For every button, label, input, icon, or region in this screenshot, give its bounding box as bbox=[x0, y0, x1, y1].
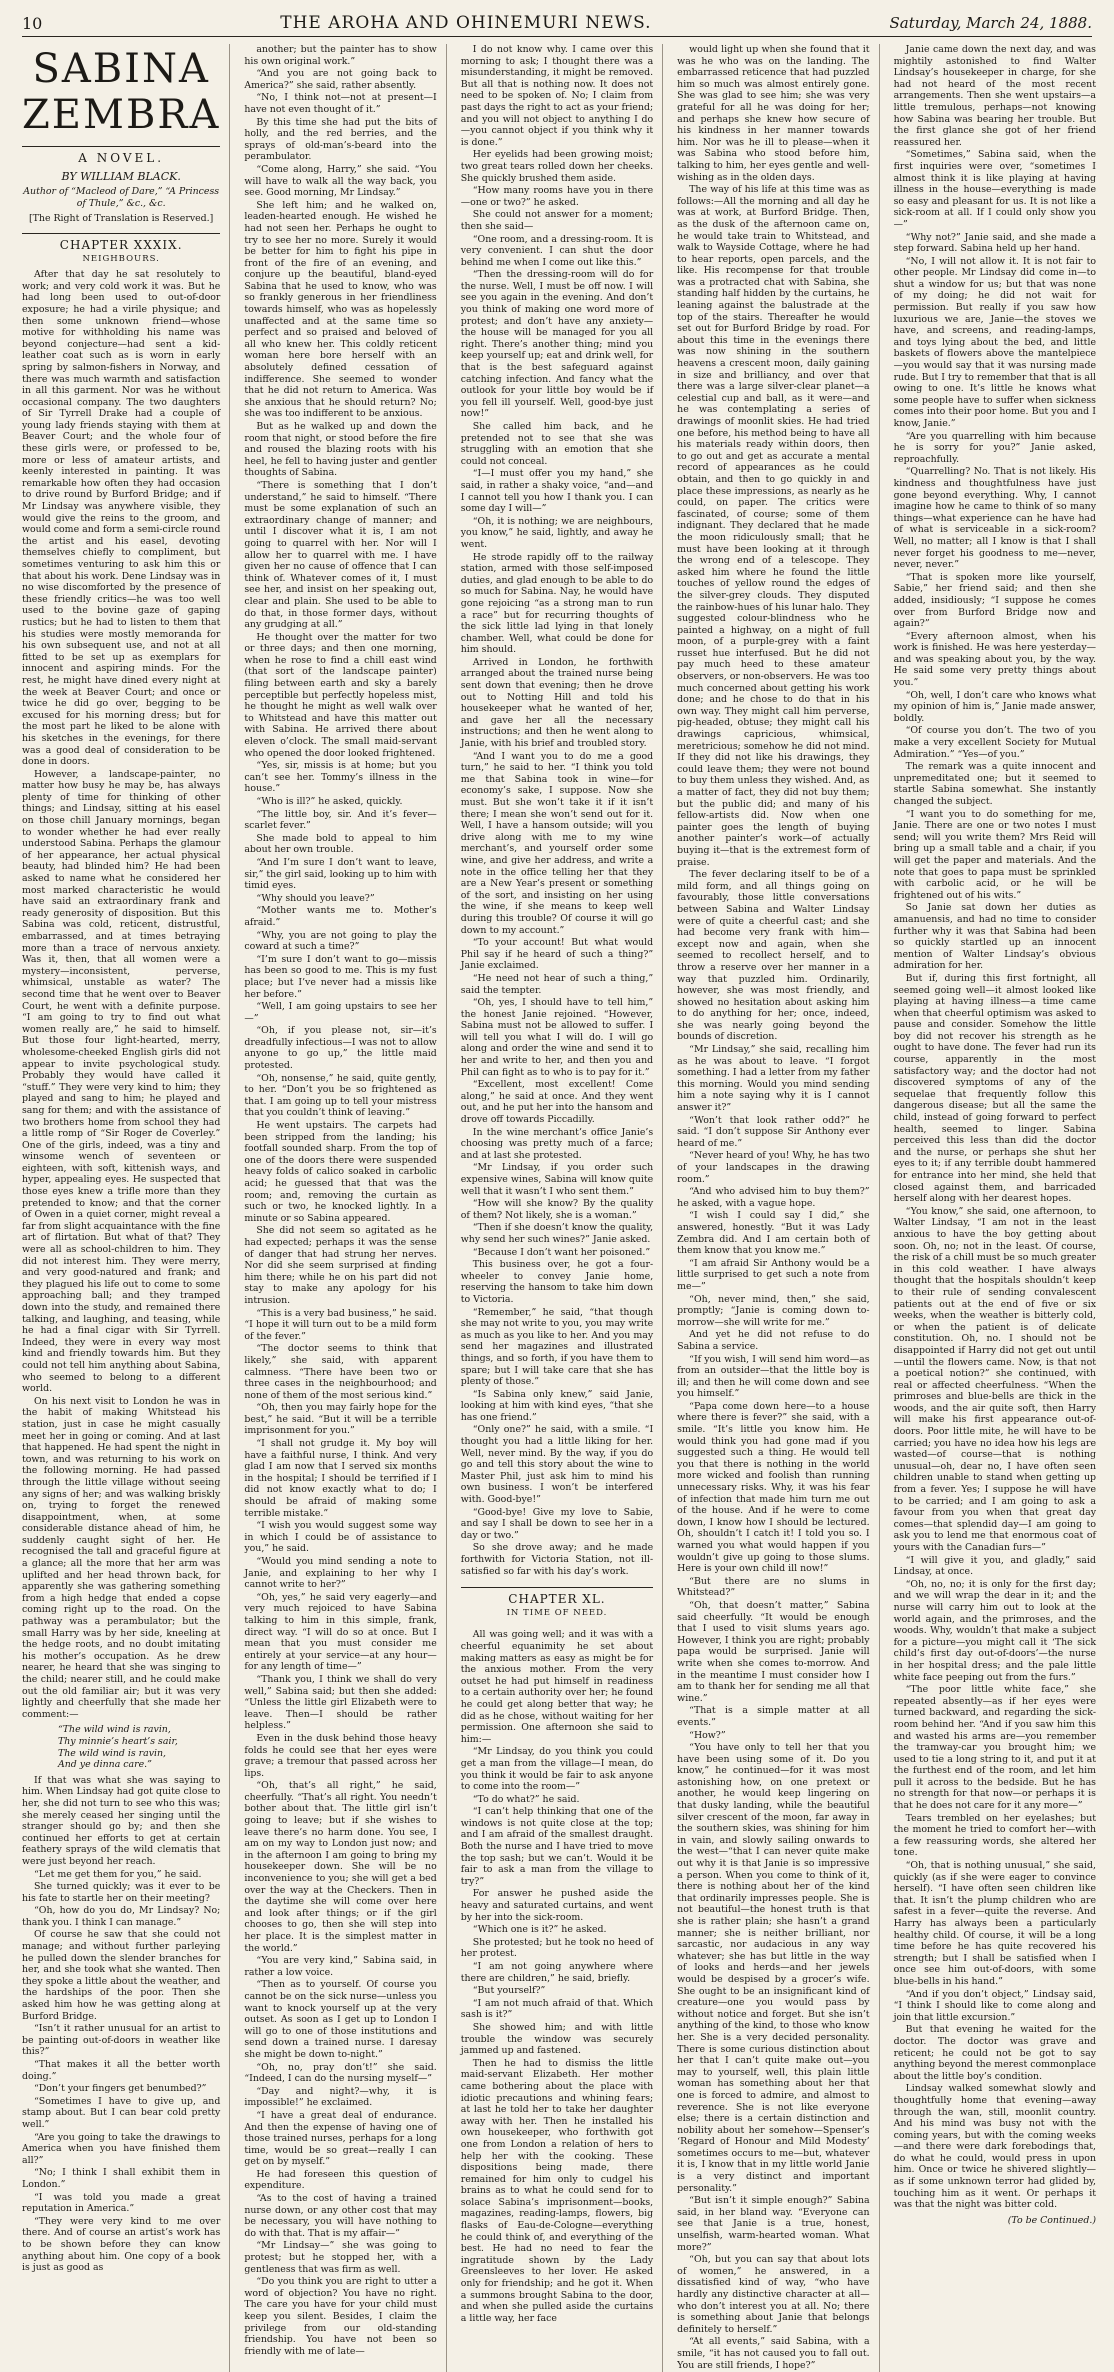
paragraph: “That is spoken more like yourself, Sabie,” her friend said; and then she added, insidiously; “I suppose he comes over from Burford Bridge now and again?” bbox=[893, 571, 1096, 630]
paragraph: “Mr Lindsay, do you think you could get a man from the village—I mean, do you think it would be fair to ask anyone to come into the room—” bbox=[460, 1746, 654, 1793]
column-3 bbox=[461, 44, 663, 2372]
paragraph: She called him back, and he pretended not to see that she was struggling with an emotion that she could not conceal. bbox=[460, 421, 654, 467]
paragraph: The remark was a quite innocent and unpremeditated one; but it seemed to startle Sabina somewhat. She instantly changed the subject. bbox=[893, 761, 1096, 807]
paragraph: So Janie sat down her duties as amanuensis, and had no time to consider further why it was that Sabina had been so quickly startled up an innocent mention of Walter Lindsay’s obvious admiration for her. bbox=[893, 902, 1096, 972]
paragraph: “No; I think I shall exhibit them in London.” bbox=[22, 2167, 221, 2190]
column-3-text-lower bbox=[461, 1629, 653, 2324]
column-1 bbox=[22, 44, 230, 2372]
author-note: Author of “Macleod of Dare,” “A Princess of Thule,” &c., &c. bbox=[23, 186, 220, 209]
paragraph: “Which one is it?” he asked. bbox=[472, 1924, 607, 1936]
paragraph: “If you wish, I will send him word—as from an outsider—that the little boy is ill; and then he will come down and see you himself.” bbox=[677, 1353, 870, 1400]
column-5 bbox=[894, 44, 1096, 2372]
paragraph: “Would you mind sending a note to Janie, and explaining to her why I cannot write to her?” bbox=[244, 1556, 437, 1591]
paragraph: But if, during this first fortnight, all seemed going well—it almost looked like playing at having illness—a time came when that cheerful optimism was asked to pause and consider. Somehow the little boy did not recover his strength as he ought to have done. The fever had run its course, apparently in the most satisfactory way; and the doctor had not discovered symptoms of any of the sequelae that frequently follow this dangerous disease; but all the same the child, instead of going forward to perfect health, seemed to linger. Sabina perceived this less than did the doctor and the nurse, or perhaps she shut her eyes to it; if any terrible doubt hammered for entrance into her mind, she held that closed against them, and barricaded herself along with her dearest hopes. bbox=[893, 972, 1096, 1205]
paragraph: “I’m sure I don’t want to go—missis has been so good to me. This is my fust place; but I’ve never had a missis like her before.” bbox=[244, 953, 437, 1000]
paragraph: “But yourself?” bbox=[472, 1985, 546, 1997]
paragraph: She left him; and he walked on, leaden-hearted enough. He wished he had not seen her. Perhaps he ought to try to see her no more. Surely it would be better for him to fight his pipe in front of the fire of an evening, and conjure up the beautiful, bland-eyed Sabina that he used to know, who was so frankly generous in her friendliness towards himself, who was as hopelessly unaffected and at the same time so perfect and so praised and beloved of all who knew her. This coldly reticent woman here bore herself with an absolutely defined cessation of indifference. She seemed to wonder that he did not return to America. Was she anxious that he should return? No; she was too indifferent to be anxious. bbox=[244, 199, 437, 420]
paragraph: Even in the dusk behind those heavy folds he could see that her eyes were grave; a tremour that passed across her lips. bbox=[244, 1732, 437, 1779]
paragraph: The fever declaring itself to be of a mild form, and all things going on favourably, those little conversations between Sabina and Walter Lindsay were of quite a cheerful cast; and she had become very frank with him—except now and again, when she seemed to recollect herself, and to throw a reserve over her manner in a way that puzzled him. Ordinarily, however, she was most friendly, and showed no hesitation about asking him to do anything for her; once, indeed, she was nearly going beyond the bounds of discretion. bbox=[677, 869, 870, 1043]
paragraph: “The little boy, sir. And it’s fever—scarlet fever.” bbox=[244, 808, 437, 832]
paragraph: “That is a simple matter at all events.” bbox=[677, 1705, 870, 1728]
verse-line: “The wild wind is ravin, bbox=[58, 1724, 171, 1736]
newspaper-title: THE AROHA AND OHINEMURI NEWS. bbox=[280, 13, 652, 33]
paragraph: “I can’t help thinking that one of the windows is not quite close at the top; and I am afraid of the smallest draught. Both the nurse and I have tried to move the top sash; but we can’t. Would it be fair to ask a man from the village to try?” bbox=[460, 1806, 654, 1887]
page-number: 10 bbox=[22, 13, 43, 33]
paragraph: “Are you going to take the drawings to America when you have finished them all?” bbox=[22, 2131, 221, 2166]
paragraph: “He need not hear of such a thing,” said the tempter. bbox=[460, 972, 654, 996]
paragraph: “Then if she doesn’t know the quality, why send her such wines?” Janie asked. bbox=[460, 1222, 654, 1245]
paragraph: “But isn’t it simple enough?” Sabina said, in her bland way. “Everyone can see that Janie is a true, honest, unselfish, warm-hearted woman. What more?” bbox=[677, 2195, 870, 2253]
paragraph: “Quarrelling? No. That is not likely. His kindness and thoughtfulness have just gone beyond everything. Why, I cannot imagine how he came to think of so many things—what experience can he have had of what is serviceable in a sick-room? Well, no matter; all I know is that I shall never forget his goodness to me—never, never, never.” bbox=[893, 466, 1096, 571]
paragraph: “Oh, then you may fairly hope for the best,” he said. “But it will be a terrible imprisonment for you.” bbox=[244, 1402, 437, 1437]
paragraph: “Every afternoon almost, when his work is finished. He was here yesterday—and was speaking about you, by the way. He said some very pretty things about you.” bbox=[893, 630, 1096, 689]
paragraph: “No, I will not allow it. It is not fair to other people. Mr Lindsay did come in—to shut a window for us; but that was none of my doing; he did not wait for permission. But really if you saw how luxurious we are, Janie—the stoves we have, and screens, and reading-lamps, and toys lying about the bed, and little baskets of flowers above the mantelpiece—you would say that it was nursing made rude. But I try to remember that that is all owing to one. It’s little he knows what some people have to suffer when sickness comes into their poor home. But you and I know, Janie.” bbox=[893, 255, 1096, 429]
paragraph: Her eyelids had been growing moist; two great tears rolled down her cheeks. She quickly brushed them aside. bbox=[460, 149, 654, 184]
paragraph: “Oh, yes,” he said very eagerly—and very much rejoiced to have Sabina talking to him in this simple, frank, direct way. “I will do so at once. But I mean that you must consider me entirely at your service—at any hour—for any length of time—” bbox=[244, 1591, 437, 1673]
paragraph: “This is a very bad business,” he said. “I hope it will turn out to be a mild form of the fever.” bbox=[244, 1307, 437, 1342]
paragraph: This business over, he got a four-wheeler to convey Janie home, reserving the hansom to take him down to Victoria. bbox=[460, 1259, 654, 1305]
paragraph: “I am not going anywhere where there are children,” he said, briefly. bbox=[460, 1961, 654, 1984]
paragraph: In the wine merchant’s office Janie’s choosing was pretty much of a farce; and at last she protested. bbox=[460, 1126, 654, 1161]
verse-line: The wild wind is ravin, bbox=[58, 1747, 167, 1759]
paragraph: She could not answer for a moment; then she said— bbox=[460, 209, 654, 232]
divider bbox=[22, 146, 220, 147]
paragraph: He had foreseen this question of expenditure. bbox=[244, 2168, 437, 2192]
issue-date: Saturday, March 24, 1888. bbox=[889, 14, 1092, 32]
story-title: SABINA ZEMBRA bbox=[22, 46, 221, 138]
chapter-break bbox=[461, 1587, 653, 1619]
paragraph: But as he walked up and down the room that night, or stood before the fire and roused the blazing roots with his heel, he fell to having juster and gentler thoughts of Sabina. bbox=[244, 421, 437, 479]
paragraph: “I am afraid Sir Anthony would be a little surprised to get such a note from me—” bbox=[677, 1257, 870, 1292]
paragraph: So she drove away; and he made forthwith for Victoria Station, not ill-satisfied so far with his day’s work. bbox=[460, 1542, 654, 1577]
paragraph: “I want you to do something for me, Janie. There are one or two notes I must send; will you write them? Mrs Reid will bring up a small table and a chair, if you will get the paper and materials. And the note that goes to papa must be sprinkled with carbolic acid, or he will be frightened out of his wits.” bbox=[893, 808, 1096, 901]
paragraph: Lindsay walked somewhat slowly and thoughtfully home that evening—away through the wan, still, moonlit country. And his mind was busy not with the coming years, but with the coming weeks—and there were dark forebodings that, do what he could, would press in upon him. Once or twice he shivered slightly—as if some unknown terror had glided by, touching him as it went. Or perhaps it was that the night was bitter cold. bbox=[893, 2083, 1096, 2211]
paragraph: “Because I don’t want her poisoned.” bbox=[472, 1246, 651, 1258]
paragraph: “Oh, but you can say that about lots of women,” he answered, in a dissatisfied kind of way, “who have hardly any distinctive character at all—who don’t interest you at all. No; there is something about Janie that belongs definitely to herself.” bbox=[677, 2254, 870, 2335]
paragraph: “Why, you are not going to play the coward at such a time?” bbox=[244, 929, 437, 953]
paragraph: “And I’m sure I don’t want to leave, sir,” the girl said, looking up to him with timid eyes. bbox=[244, 856, 437, 892]
column-3-text-upper bbox=[461, 44, 653, 1577]
column-5-text bbox=[894, 44, 1096, 2211]
paragraph: She did not seem so agitated as he had expected; perhaps it was the sense of danger that had strung her nerves. Nor did she seem surprised at finding him there; while he on his part did not stay to make any apology for his intrusion. bbox=[244, 1225, 437, 1306]
paragraph: “Excellent, most excellent! Come along,” he said at once. And they went out, and he put her into the hansom and drove off towards Piccadilly. bbox=[460, 1079, 654, 1126]
paragraph: “And you are not going back to America?” she said, rather absently. bbox=[244, 68, 437, 91]
paragraph: “Day and night?—why, it is impossible!” he exclaimed. bbox=[244, 2085, 437, 2109]
column-2-text bbox=[244, 44, 436, 2357]
paragraph: “I am not much afraid of that. Which sash is it?” bbox=[460, 1997, 654, 2021]
paragraph: Then he had to dismiss the little maid-servant Elizabeth. Her mother came bothering about the place with idiotic precautions and whining fears; at last he told her to take her daughter away with her. Then he installed his own housekeeper, who forthwith got one from London a relation of hers to help her with the cooking. These dispositions being made, there remained for him only to cudgel his brains as to what he could send for to solace Sabina’s imprisonment—books, magazines, reading-lamps, flowers, big flasks of Eau-de-Cologne—everything he could think of, and everything of the best. He had no need to fear the ingratitude shown by the Lady Greensleeves to her lover. He asked only for friendship; and he got it. When a summons brought Sabina to the door, and when she pulled aside the curtains a little way, her face bbox=[460, 2057, 654, 2324]
column-1-text bbox=[22, 269, 220, 2274]
paragraph: “How?” bbox=[689, 1729, 726, 1741]
paragraph: “Mr Lindsay,” she said, recalling him as he was about to leave. “I forgot something. I had a letter from my father this morning. Would you mind sending him a note saying why it is I cannot answer it?” bbox=[677, 1044, 870, 1114]
paragraph: “Oh, no, pray don’t!” she said. “Indeed, I can do the nursing myself—” bbox=[244, 2061, 437, 2085]
paragraph: “Mr Lindsay—” she was going to protest; but he stopped her, with a gentleness that was firm as well. bbox=[244, 2240, 437, 2275]
paragraph: I do not know why. I came over this morning to ask; I thought there was a misunderstanding, it might be removed. But all that is nothing now. It does not need to be spoken of. No; I claim from past days the right to act as your friend; and you will not object to anything I do—you cannot object if you think why it is done.” bbox=[460, 44, 654, 148]
paragraph: “Then as to yourself. Of course you cannot be on the sick nurse—unless you want to knock yourself up at the very outset. As soon as I get up to London I will go to one of those institutions and send down a trained nurse. I daresay she might be down to-night.” bbox=[244, 1979, 437, 2060]
paragraph: And yet he did not refuse to do Sabina a service. bbox=[677, 1329, 870, 1352]
paragraph: “At all events,” said Sabina, with a smile, “it has not caused you to fall out. You are still friends, I hope?” bbox=[677, 2336, 870, 2371]
paragraph: “Are you quarrelling with him because he is sorry for you?” Janie asked, reproachfully. bbox=[893, 430, 1096, 465]
paragraph: “One room, and a dressing-room. It is very convenient. I can shut the door behind me when I come out like this.” bbox=[460, 233, 654, 268]
paragraph: “Let me get them for you,” he said. bbox=[34, 1868, 202, 1880]
paragraph: “You are very kind,” Sabina said, in rather a low voice. bbox=[244, 1955, 437, 1978]
paragraph: Arrived in London, he forthwith arranged about the trained nurse being sent down that evening; then he drove out to Notting Hill and told his housekeeper what he wanted of her, and gave her all the necessary instructions; and then he went along to Janie, with his brief and troubled story. bbox=[460, 656, 654, 750]
paragraph: “Oh, no, no; it is only for the first day; and we will wrap the dear in it; and the nurse will carry him out to look at the world again, and the primroses, and the woods. Why, wouldn’t that make a subject for a picture—you might call it ‘The sick child’s first day out-of-doors’—the nurse in her hospital dress; and the pale little white face peeping out from the furs.” bbox=[893, 1578, 1096, 1683]
paragraph: “I—I must offer you my hand,” she said, in rather a shaky voice, “and—and I cannot tell you how I thank you. I can some day I will—” bbox=[460, 468, 654, 515]
paragraph: “Oh, never mind, then,” she said, promptly; “Janie is coming down to-morrow—she will write for me.” bbox=[677, 1293, 870, 1328]
paragraph: “Why should you leave?” bbox=[256, 892, 375, 904]
paragraph: She showed him; and with little trouble the window was securely jammed up and fastened. bbox=[460, 2021, 654, 2057]
column-4-text bbox=[677, 44, 869, 2371]
paragraph: “Mr Lindsay, if you order such expensive wines, Sabina will know quite well that it wasn’t I who sent them.” bbox=[460, 1162, 654, 1197]
column-2 bbox=[244, 44, 446, 2372]
paragraph: “Papa come down here—to a house where there is fever?” she said, with a smile. “It’s little you know him. He would think you had gone mad if you suggested such a thing. He would tell you that there is nothing in the world more wicked and foolish than running unnecessary risks. Why, it was his fear of infection that made him turn me out of the house. And if he were to come down, I know how I should be lectured. Oh, shouldn’t I catch it! I told you so. I warned you what would happen if you wouldn’t give up going to those slums. Here is your own child ill now!” bbox=[677, 1400, 870, 1575]
paragraph: “I will give it you, and gladly,” said Lindsay, at once. bbox=[893, 1554, 1096, 1578]
divider bbox=[22, 233, 220, 234]
paragraph: The way of his life at this time was as follows:—All the morning and all day he was at work, at Burford Bridge. Then, as the dusk of the afternoon came on, he would take train to Whitstead, and walk to Wayside Cottage, where he had to hear reports, open parcels, and the like. His recompense for that trouble was a protracted chat with Sabina, she standing half hidden by the curtains, he leaning against the balustrade at the top of the stairs. Thereafter he would set out for Burford Bridge by road. For about this time in the evenings there was now shining in the southern heavens a crescent moon, daily gaining in size and brilliancy, and over that there was a large silver-clear planet—a celestial cup and ball, as it were—and he was contemplating a series of drawings of moonlit skies. He had tried one before, his method being to have all his materials ready within doors, then to go out and get as accurate a mental record of appearances as he could obtain, and then to go quickly in and place these impressions, as nearly as he could, on paper. The critics were fascinated, of course; some of them indignant. They declared that he made the moon ridiculously small; that he must have been looking at it through the wrong end of a telescope. They asked him where he found the little touches of yellow round the edges of the silver-grey clouds. They disputed the rainbow-hues of his lunar halo. They suggested colour-blindness who he painted a highway, on a night of full moon, of a purple-grey with a faint russet hue interfused. But he did not pay much heed to these amateur observers, or non-observers. He was too much concerned about getting his work done; and he chose to do that in his own way. They might call him perverse, pig-headed, obtuse; they might call his drawings capricious, whimsical, meretricious; somehow he did not mind. If they did not like his drawings, they could leave them; they were not bound to buy them unless they wished. And, as a matter of fact, they did not buy them; but the public did; and many of his fellow-artists did. Now when one painter goes the length of buying another painter’s work—of actually buying it—that is the extremest form of praise. bbox=[677, 184, 870, 868]
paragraph: “Oh, nonsense,” he said, quite gently, to her. “Don’t you be so frightened as that. I am going up to tell your mistress that you couldn’t think of leaving.” bbox=[244, 1072, 437, 1119]
paragraph: “I wish I could say I did,” she answered, honestly. “But it was Lady Zembra did. And I am certain both of them know that you know me.” bbox=[677, 1210, 870, 1257]
paragraph: He thought over the matter for two or three days; and then one morning, when he rose to find a chill east wind (that sort of the landscape painter) filing between earth and sky a barely perceptible but perfectly hopeless mist, he thought he might as well walk over to Whitstead and have this matter out with Sabina. He arrived there about eleven o’clock. The small maid-servant who opened the door looked frightened. bbox=[244, 631, 437, 759]
column-4 bbox=[677, 44, 879, 2372]
paragraph: “There is something that I don’t understand,” he said to himself. “There must be some explanation of such an extraordinary change of manner; and until I discover what it is, I am not going to quarrel with her. Nor will I allow her to quarrel with me. I have given her no cause of offence that I can think of. Whatever comes of it, I must see her, and insist on her speaking out, clear and plain. She used to be able to do that, in those former days, without any grudging at all.” bbox=[244, 479, 437, 631]
paragraph: “I have a great deal of endurance. And then the expense of having one of those trained nurses, perhaps for a long time, would be so great—really I can get on by myself.” bbox=[244, 2109, 437, 2168]
paragraph: He strode rapidly off to the railway station, armed with those self-imposed duties, and glad enough to be able to do so much for Sabina. Nay, he would have gone rejoicing “as a strong man to run a race” but for recurring thoughts of the sick little lad lying in that lonely chamber. Well, what could be done for him should. bbox=[460, 551, 654, 656]
paragraph: would light up when she found that it was he who was on the landing. The embarrassed reticence that had puzzled him so much was almost entirely gone. She was glad to see him; she was very grateful for all he was doing for her; and perhaps she knew how secure of his kindness in her manner towards him. Nor was he ill to please—when it was Sabina who stood before him, talking to him, her eyes gentle and well-wishing as in the olden days. bbox=[677, 44, 870, 183]
paragraph: Of course he saw that she could not manage; and without further parleying he pulled down the slender branches for her, and she took what she wanted. Then they spoke a little about the weather, and the hardships of the poor. Then she asked him how he was getting along at Burford Bridge. bbox=[22, 1929, 221, 2022]
paragraph: “Come along, Harry,” she said. “You will have to walk all the way back, you see. Good morning, Mr Lindsay.” bbox=[244, 163, 437, 199]
paragraph: “I shall not grudge it. My boy will have a faithful nurse, I think. And very glad I am now that I served six months in the hospital; I should be terrified if I did not know exactly what to do; I should be afraid of making some terrible mistake.” bbox=[244, 1438, 437, 1519]
paragraph: On his next visit to London he was in the habit of making Whitstead his station, just in case he might casually meet her in going or coming. And at last that happened. He had spent the night in town, and was returning to his work on the following morning. He had passed through the little village without seeing any signs of her; and was walking briskly on, trying to forget the renewed disappointment, when, at some considerable distance ahead of him, he suddenly caught sight of her. He recognised the tall and graceful figure at a glance; all the more that her arm was uplifted and her head thrown back, for apparently she was gathering something from a high hedge that ended a copse coming right up to the road. On the pathway was a perambulator; but the small Harry was by her side, kneeling at the hedge roots, and no doubt imitating his mother’s occupation. As he drew nearer, he heard that she was singing to the child; nearer still, and he could make out the old familiar air; but it was very lightly and cheerfully that she made her comment:— bbox=[22, 1395, 221, 1720]
paragraph: If that was what she was saying to him. When Lindsay had got quite close to her, she did not turn to see who this was; she merely ceased her singing until the stranger should go by; and then she continued her efforts to get at certain feathery sprays of the wild clematis that were just beyond her reach. bbox=[22, 1774, 221, 1867]
paragraph: She turned quickly; was it ever to be his fate to startle her on their meeting? bbox=[22, 1881, 221, 1904]
paragraph: “That makes it all the better worth doing.” bbox=[22, 2059, 221, 2082]
verse-line: Thy minnie’s heart’s sair, bbox=[58, 1735, 178, 1747]
paragraph: “Oh, that is nothing unusual,” she said, quickly (as if she were eager to convince herself). “I have often seen children like that. It isn’t the plump children who are safest in a fever—quite the reverse. And Harry has always been a particularly healthy child. Of course, it will be a long time before he has quite recovered his strength; but I shall be satisfied when I once see him out-of-doors, with some blue-bells in his hand.” bbox=[893, 1860, 1096, 1987]
paragraph: He went upstairs. The carpets had been stripped from the landing; his footfall sounded sharp. From the top of one of the doors there were suspended heavy folds of calico soaked in carbolic acid; he guessed that that was the room; and, removing the curtain as such or two, he knocked lightly. In a minute or so Sabina appeared. bbox=[244, 1120, 437, 1224]
paragraph: “Oh, that doesn’t matter,” Sabina said cheerfully. “It would be enough that I used to visit slums years ago. However, I think you are right; probably papa would be surprised. Janie will write when she comes to-morrow. And in the meantime I must consider how I am to thank her for sending me all that wine.” bbox=[677, 1599, 870, 1704]
paragraph: However, a landscape-painter, no matter how busy he may be, has always plenty of time for thinking of other things; and Lindsay, sitting at his easel on those chill January mornings, began to wonder whether he had ever really understood Sabina. Perhaps the glamour of her appearance, her actual physical beauty, had blinded him? He had been asked to name what he considered her most marked characteristic he would have said an extraordinary frank and ready generosity of disposition. But this Sabina was cold, reticent, distrustful, embarrassed, and at times betraying more than a trace of nervous anxiety. Was it, then, that all women were a mystery—inconsistent, perverse, whimsical, unstable as water? The second time that he went over to Beaver Court, he went with a definite purpose. “I am going to try to find out what women really are,” he said to himself. But those four light-hearted, merry, wholesome-cheeked English girls did not appear to invite psychological study. Probably they would have called it “stuff.” They were very kind to him; they played and sang to him; he played and sang for them; and with the assistance of two brothers home from school they had a little romp of “Sir Roger de Coverley.” One of the girls, indeed, was a tiny and winsome wench of seventeen or eighteen, with soft, kittenish ways, and hyper, appealing eyes. He suspected that those eyes knew a trifle more than they pretended to know; and that the corner of Owen in a quiet corner, might reveal a far from slight acquaintance with the fine art of flirtation. But what of that? They were all as school-children to him. They did not interest him. They were merry, and very good-natured and frank; and they plagued his life out to come to some approaching ball; and they tramped down into the study, and remained there talking, and laughing, and teasing, while he had a final cigar with Sir Tyrrell. Indeed, they were in every way most kind and friendly towards him. But they could not tell him anything about Sabina, who seemed to belong to a different world. bbox=[22, 768, 221, 1395]
paragraph: “You have only to tell her that you have been using some of it. Do you know,” he continued—for it was most astonishing how, on one pretext or another, he would keep lingering on that dusky landing, while the beautiful silver crescent of the moon, far away in the southern skies, was shining for him in vain, and slowly sailing onwards to the west—“that I can never quite make out why it is that Janie is so impressive a person. When you come to think of it, there is nothing about her of the kind that ordinarily impresses people. She is not beautiful—the honest truth is that she is rather plain; she hasn’t a grand manner; she is neither brilliant, nor sarcastic, nor audacious in any way whatever; she has but little in the way of looks and herds—and her jewels would be despised by a grocer’s wife. She ought to be an insignificant kind of creature—one you would pass by without notice and forget. But she isn’t anything of the kind, to those who know her. She is a very decided personality. There is some curious distinction about her that I can’t quite make out—you may to yourself, well, this plain little woman has something about her that one is forced to admire, and almost to reverence. She is not like everyone else; there is a certain distinction and nobility about her somehow—Spenser’s ‘Regard of Honour and Mild Modesty’ sometimes occurs to me—but, whatever it is, I know that in my little world Janie is a very distinct and important personality.” bbox=[677, 1742, 870, 2194]
paragraph: “You know,” she said, one afternoon, to Walter Lindsay, “I am not in the least anxious to have the boy getting about soon. Oh, no; not in the least. Of course, the risk of a chill must be so much greater in this cold weather. I have always thought that the hospitals shouldn’t keep to their rule of sending convalescent patients out at the end of five or six weeks, when the weather is bitterly cold, or when the patient is of delicate constitution. Oh, no. I should not be disappointed if Harry did not get out until—until the flowers came. Now, is that not a poetical notion?” she continued, with real or affected cheerfulness. “When the primroses and blue-bells are thick in the woods, and the air quite soft, then Harry will make his first appearance out-of-doors. Poor little mite, he will have to be carried; you have no idea how his legs are wasted—of course—that is nothing unusual—oh, dear no, I have often seen children unable to stand when getting up from a fever. Yes; I suppose he will have to be carried; and I am going to ask a favour from you when that great day comes—that splendid day—I am going to ask you to lend me that enormous coat of yours with the Canadian furs—” bbox=[893, 1205, 1096, 1553]
paragraph: All was going well; and it was with a cheerful equanimity he set about making matters as easy as might be for the anxious mother. From the very outset he had put himself in readiness to a certain authority over her; he found he could get along better that way; he did as he chose, without waiting for her permission. One afternoon she said to him:— bbox=[460, 1629, 654, 1745]
paragraph: “Good-bye! Give my love to Sabie, and say I shall be down to see her in a day or two.” bbox=[460, 1506, 654, 1541]
paragraph: By this time she had put the bits of holly, and the red berries, and the sprays of old-man’s-beard into the perambulator. bbox=[244, 116, 437, 163]
paragraph: “Oh, if you please not, sir—it’s dreadfully infectious—I was not to allow anyone to go up,” the little maid protested. bbox=[244, 1025, 437, 1072]
paragraph: “Only one?” he said, with a smile. “I thought you had a little liking for her. Well, never mind. By the way, if you do go and tell this story about the wine to Master Phil, just ask him to mind his own business. I won’t be interfered with. Good-bye!” bbox=[460, 1424, 654, 1506]
paragraph: Janie came down the next day, and was mightily astonished to find Walter Lindsay’s housekeeper in charge, for she had not heard of the most recent arrangements. Then she went upstairs—a little tremulous, perhaps—not knowing how Sabina was bearing her trouble. But the first glance she got of her friend reassured her. bbox=[893, 44, 1096, 148]
paragraph: “Mother wants me to. Mother’s afraid.” bbox=[244, 905, 437, 928]
paragraph: She protested; but he took no heed of her protest. bbox=[460, 1936, 654, 1960]
paragraph: “Remember,” he said, “that though she may not write to you, you may write as much as you like to her. And you may send her magazines and illustrated things, and so forth, if you have them to spare; but I will take care that she has plenty of those.” bbox=[460, 1306, 654, 1388]
paragraph: “Oh, how do you do, Mr Lindsay? No; thank you. I think I can manage.” bbox=[22, 1905, 221, 1928]
paragraph: After that day he sat resolutely to work; and very cold work it was. But he had long been used to out-of-door exposure; he had a virile physique; and then some unknown friend—whose motive for withholding his name was beyond conjecture—had sent a kid-leather coat such as is worn in early spring by salmon-fishers in Norway, and there was much warmth and satisfaction in all this garment. Nor was he without occasional company. The two daughters of Sir Tyrrell Drake had a couple of young lady friends staying with them at Beaver Court; and the whole four of these girls were, or professed to be, more or less of amateur artists, and keenly interested in painting. It was remarkable how often they had occasion to drive round by Burford Bridge; and if Mr Lindsay was anywhere visible, they would give the reins to the groom, and would come and form a semi-circle round the artist and his easel, devoting themselves chiefly to compliment, but sometimes venturing to ask him this or that about his work. Dene Lindsay was in no wise discomforted by the presence of these friendly critics—he was too well used to the bovine gaze of gaping rustics; but he had to listen to them that his studies were mostly memoranda for his own subsequent use, and not at all fitted to be set up as exemplars for innocent and aspiring minds. For the rest, he might have dined every night at the week at Beaver Court; and once or twice he did go over, begging to be excused for his morning dress; but for the most part he liked to be alone with his sketches in the evenings, for there was a good deal of consideration to be done in doors. bbox=[22, 269, 221, 768]
paragraph: “Yes, sir, missis is at home; but you can’t see her. Tommy’s illness in the house.” bbox=[244, 760, 437, 795]
paragraph: “To do what?” he said. bbox=[472, 1793, 580, 1805]
paragraph: “Do you think you are right to utter a word of objection? You have no right. The care you have for your child must keep you silent. Besides, I claim the privilege from our old-standing friendship. You have not been so friendly with me of late— bbox=[244, 2276, 437, 2357]
song-verse bbox=[58, 1724, 220, 1770]
article-columns bbox=[22, 44, 1096, 2371]
paragraph: “I wish you would suggest some way in which I could be of assistance to you,” he said. bbox=[244, 1520, 437, 1555]
paragraph: “I was told you made a great reputation in America.” bbox=[22, 2191, 221, 2215]
paragraph: “Don’t your fingers get benumbed?” bbox=[34, 2083, 207, 2095]
paragraph: “Sometimes I have to give up, and stamp about. But I can bear cold pretty well.” bbox=[22, 2095, 221, 2130]
paragraph: “No, I think not—not at present—I have not even thought of it.” bbox=[244, 92, 437, 115]
paragraph: “How will she know? By the quality of them? Not likely, she is a woman.” bbox=[460, 1198, 654, 1221]
verse-line: And ye dinna care.” bbox=[58, 1759, 152, 1771]
paragraph: “And who advised him to buy them?” he asked, with a vague hope. bbox=[677, 1186, 870, 1209]
paragraph: “How many rooms have you in there—one or two?” he asked. bbox=[460, 185, 654, 208]
paragraph: “Oh, well, I don’t care who knows what my opinion of him is,” Janie made answer, boldly. bbox=[893, 689, 1096, 724]
paragraph: “Well, I am going upstairs to see her—” bbox=[244, 1001, 437, 1024]
paragraph: “Isn’t it rather unusual for an artist to be painting out-of-doors in weather like this?” bbox=[22, 2023, 221, 2058]
chapter-heading: CHAPTER XXXIX. bbox=[59, 237, 183, 252]
paragraph: “Won’t that look rather odd?” he said. “I don’t suppose Sir Anthony ever heard of me.” bbox=[677, 1114, 870, 1149]
paragraph: “But there are no slums in Whitstead?” bbox=[677, 1575, 870, 1599]
paragraph: “As to the cost of having a trained nurse down, or any other cost that may be necessary, you will have nothing to do with that. That is my affair—” bbox=[244, 2193, 437, 2239]
paragraph: “They were very kind to me over there. And of course an artist’s work has to be shown before they can know anything about him. One copy of a book is just as good as bbox=[22, 2215, 221, 2274]
novel-label: A NOVEL. bbox=[78, 151, 165, 165]
divider bbox=[461, 1587, 653, 1588]
paragraph: For answer he pushed aside the heavy and saturated curtains, and went by her into the sick-room. bbox=[460, 1888, 654, 1923]
paragraph: another; but the painter has to show his own original work.” bbox=[244, 44, 437, 67]
paragraph: “Never heard of you! Why, he has two of your landscapes in the drawing room.” bbox=[677, 1150, 870, 1185]
paragraph: “To your account! But what would Phil say if he heard of such a thing?” Janie exclaimed. bbox=[460, 937, 654, 972]
paragraph: “Of course you don’t. The two of you make a very excellent Society for Mutual Admiration.” “Yes—of you.” bbox=[893, 725, 1096, 760]
chapter-heading: CHAPTER XL. bbox=[508, 1592, 606, 1607]
paragraph: “Oh, it is nothing; we are neighbours, you know,” he said, lightly, and away he went. bbox=[460, 515, 654, 550]
paragraph: “Sometimes,” Sabina said, when the first inquiries were over, “sometimes I almost think it is like playing at having illness in the house—everything is made so easy and pleasant for us. It is not like a sick-room at all. If I could only show you—” bbox=[893, 149, 1096, 230]
paragraph: “And I want you to do me a good turn,” he said to her. “I think you told me that Sabina took in wine—for economy’s sake, I suppose. Now she must. But she won’t take it if it isn’t there; I mean she won’t send out for it. Well, I have a hansom outside; will you drive along with me to my wine merchant’s, and yourself order some wine, and give her address, and write a note in the office telling her that they are a New Year’s present or something of the sort, and insisting on her using the wine, if she means to keep well during this trouble? Of course it will go down to my account.” bbox=[460, 750, 654, 936]
paragraph: “The doctor seems to think that likely,” she said, with apparent calmness. “There have been two or three cases in the neighbourhood; and none of them of the most serious kind.” bbox=[244, 1343, 437, 1401]
author-byline: BY WILLIAM BLACK. bbox=[61, 169, 181, 183]
paragraph: She made bold to appeal to him about her own trouble. bbox=[244, 832, 437, 856]
paragraph: “Is Sabina only knew,” said Janie, looking at him with kind eyes, “that she has one friend.” bbox=[460, 1388, 654, 1423]
to-be-continued: (To be Continued.) bbox=[1007, 2214, 1096, 2226]
paragraph: “Then the dressing-room will do for the nurse. Well, I must be off now. I will see you again in the evening. And don’t you think of making one word more of protest; and don’t have any anxiety—the house will be managed for you all right. There’s another thing; mind you keep yourself up; eat and drink well, for that is the best safeguard against catching infection. And fancy what the outlook for your little boy would be if you fell ill yourself. Well, good-bye just now!” bbox=[460, 269, 654, 420]
page-header bbox=[22, 10, 1092, 37]
paragraph: “Oh, that’s all right,” he said, cheerfully. “That’s all right. You needn’t bother about that. The little girl isn’t going to leave; but if she wishes to leave there’s no harm done. You see, I am on my way to London just now; and in the afternoon I am going to bring my housekeeper down. She will be no inconvenience to you; she will get a bed over the way at the Checkers. Then in the daytime she will come over here and look after things; or if the girl chooses to go, then she will step into her place. It is the simplest matter in the world.” bbox=[244, 1780, 437, 1954]
paragraph: “And if you don’t object,” Lindsay said, “I think I should like to come along and join that little excursion.” bbox=[893, 1988, 1096, 2023]
paragraph: “Why not?” Janie said, and she made a step forward. Sabina held up her hand. bbox=[893, 231, 1096, 255]
chapter-subheading: NEIGHBOURS. bbox=[82, 253, 160, 264]
paragraph: “The poor little white face,” she repeated absently—as if her eyes were turned backward, and regarding the sick-room behind her. “And if you saw him this and wasted his arms are—you remember the tramway-car you brought him; we used to tie a long string to it, and put it at the furthest end of the room, and let him pull it across to the bedside. But he has no strength for that now—or perhaps it is that he does not care for it any more—” bbox=[893, 1684, 1096, 1812]
paragraph: But that evening he waited for the doctor. The doctor was grave and reticent; he could not be got to say anything beyond the merest commonplace about the little boy’s condition. bbox=[893, 2024, 1096, 2082]
paragraph: “Thank you, I think we shall do very well,” Sabina said; but then she added: “Unless the little girl Elizabeth were to leave. Then—I should be rather helpless.” bbox=[244, 1673, 437, 1732]
paragraph: “Who is ill?” he asked, quickly. bbox=[256, 796, 403, 807]
rights-notice: [The Right of Translation is Reserved.] bbox=[29, 213, 214, 225]
paragraph: Tears trembled on her eyelashes; but the moment he tried to comfort her—with a few reassuring words, she altered her tone. bbox=[893, 1812, 1096, 1859]
chapter-subheading: IN TIME OF NEED. bbox=[506, 1607, 608, 1618]
paragraph: “Oh, yes, I should have to tell him,” the honest Janie rejoined. “However, Sabina must not be allowed to suffer. I will tell you what I will do. I will go along and order the wine and send it to her and write to her, and then you and Phil can fight as to who is to pay for it.” bbox=[460, 997, 654, 1078]
